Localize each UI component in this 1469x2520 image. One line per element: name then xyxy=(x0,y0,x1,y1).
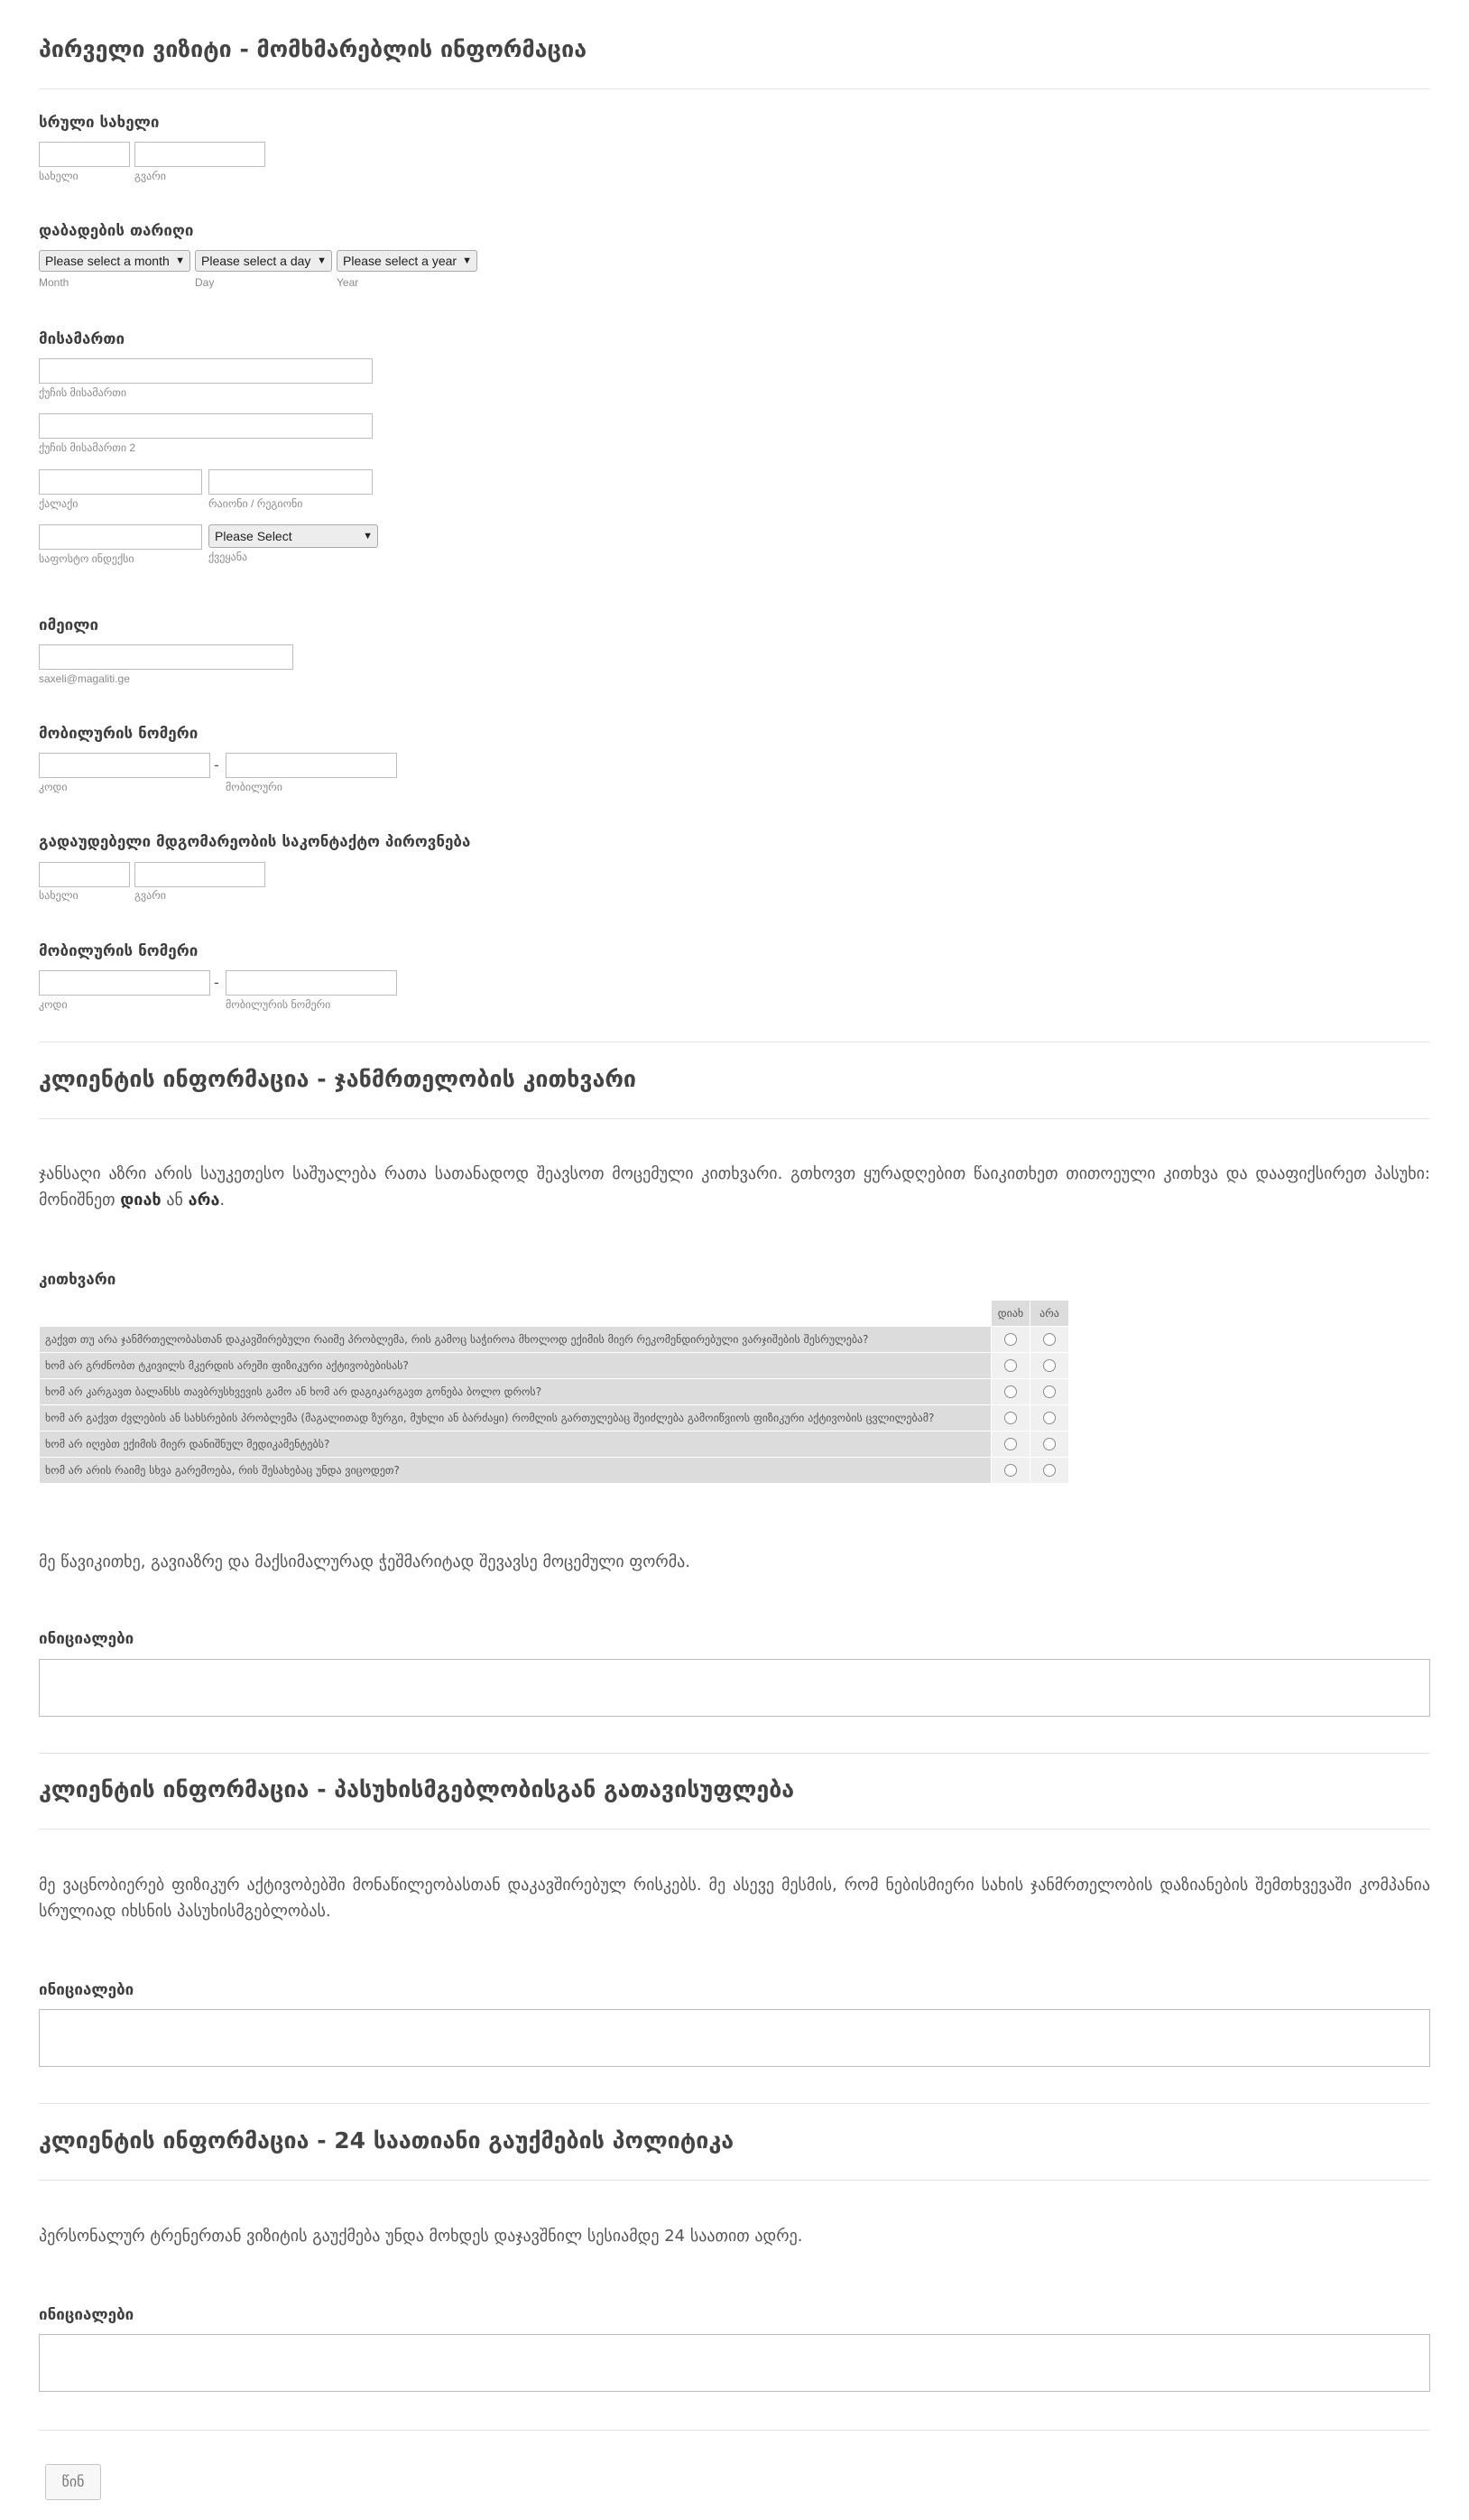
matrix-row xyxy=(40,1458,1069,1484)
matrix-col-yes: დიახ xyxy=(992,1301,1030,1327)
email-label: იმეილი xyxy=(39,616,99,635)
city-sublabel: ქალაქი xyxy=(39,497,79,510)
divider xyxy=(39,1829,1430,1830)
initials-input-cancellation[interactable] xyxy=(39,2334,1430,2392)
emergency-phone-number-input[interactable] xyxy=(226,970,397,996)
matrix-radio-yes[interactable] xyxy=(992,1431,1030,1458)
region-sublabel: რაიონი / რეგიონი xyxy=(208,497,303,510)
city-input[interactable] xyxy=(39,469,202,495)
radio-button[interactable] xyxy=(1043,1333,1056,1346)
last-name-input[interactable] xyxy=(134,142,265,167)
birth-day-sublabel: Day xyxy=(195,276,215,289)
matrix-row xyxy=(40,1405,1069,1431)
matrix-col-no: არა xyxy=(1030,1301,1069,1327)
matrix-row xyxy=(40,1327,1069,1353)
section-title-liability-waiver: კლიენტის ინფორმაცია - პასუხისმგებლობისგან გათავისუფლება xyxy=(39,1776,795,1802)
matrix-radio-no[interactable] xyxy=(1030,1431,1069,1458)
intro-text-part: ან xyxy=(161,1191,189,1209)
radio-button[interactable] xyxy=(1004,1438,1017,1450)
emergency-last-name-input[interactable] xyxy=(134,862,265,887)
divider xyxy=(39,88,1430,89)
radio-button[interactable] xyxy=(1043,1464,1056,1477)
emergency-phone-code-input[interactable] xyxy=(39,970,210,996)
initials-label: ინიციალები xyxy=(39,1630,134,1648)
matrix-radio-yes[interactable] xyxy=(992,1379,1030,1405)
street-address-sublabel: ქუჩის მისამართი xyxy=(39,386,127,399)
intro-no-bold: არა xyxy=(188,1191,220,1209)
intro-text-part: ჯანსაღი აზრი არის საუკეთესო საშუალება რათა სათანადოდ შეავსოთ მოცემული კითხვარი. გთხოვთ ყურადღებით წაიკითხეთ თითოეული კითხვა და დააფიქსირეთ პასუხი: მონიშნეთ xyxy=(39,1164,1430,1209)
radio-button[interactable] xyxy=(1043,1359,1056,1372)
divider xyxy=(39,2103,1430,2104)
full-name-label: სრული სახელი xyxy=(39,114,160,132)
matrix-radio-yes[interactable] xyxy=(992,1405,1030,1431)
phone-code-input[interactable] xyxy=(39,753,210,778)
country-value: Please Select xyxy=(215,529,292,543)
first-name-input[interactable] xyxy=(39,142,130,167)
liability-waiver-text: მე ვაცნობიერებ ფიზიკურ აქტივობებში მონაწილეობასთან დაკავშირებულ რისკებს. მე ასევე მესმის, რომ ნებისმიერი სახის ჯანმრთელობის დაზიანების შემთხვევაში კომპანია სრულიად იხსნის პასუხისმგებლობას. xyxy=(39,1876,1430,1921)
matrix-radio-no[interactable] xyxy=(1030,1405,1069,1431)
matrix-radio-yes[interactable] xyxy=(992,1327,1030,1353)
confirmation-text: მე წავიკითხე, გავიაზრე და მაქსიმალურად ჭეშმარიტად შევავსე მოცემული ფორმა. xyxy=(39,1552,691,1571)
last-name-sublabel: გვარი xyxy=(134,170,166,182)
birth-month-value: Please select a month xyxy=(45,254,170,268)
matrix-radio-yes[interactable] xyxy=(992,1353,1030,1379)
matrix-radio-yes[interactable] xyxy=(992,1458,1030,1484)
radio-button[interactable] xyxy=(1043,1412,1056,1424)
radio-button[interactable] xyxy=(1004,1385,1017,1398)
phone-label: მობილურის ნომერი xyxy=(39,725,199,743)
divider xyxy=(39,1753,1430,1754)
intro-yes-bold: დიახ xyxy=(120,1191,162,1209)
matrix-radio-no[interactable] xyxy=(1030,1379,1069,1405)
region-input[interactable] xyxy=(208,469,373,495)
radio-button[interactable] xyxy=(1043,1385,1056,1398)
radio-button[interactable] xyxy=(1004,1333,1017,1346)
matrix-row xyxy=(40,1379,1069,1405)
radio-button[interactable] xyxy=(1043,1438,1056,1450)
birth-month-select[interactable] xyxy=(39,250,190,272)
initials-input-waiver[interactable] xyxy=(39,2009,1430,2067)
address-label: მისამართი xyxy=(39,330,125,348)
health-intro-text xyxy=(39,1161,1430,1213)
street-address2-input[interactable] xyxy=(39,413,373,439)
divider xyxy=(39,2430,1430,2431)
emergency-last-name-sublabel: გვარი xyxy=(134,889,166,902)
initials-label: ინიციალები xyxy=(39,1981,134,1999)
emergency-phone-code-sublabel: კოდი xyxy=(39,998,68,1011)
postal-code-sublabel: საფოსტო ინდექსი xyxy=(39,552,134,565)
phone-dash: - xyxy=(214,756,219,774)
emergency-first-name-input[interactable] xyxy=(39,862,130,887)
birth-year-select[interactable] xyxy=(337,250,477,272)
chevron-down-icon: ▼ xyxy=(175,255,185,266)
initials-label: ინიციალები xyxy=(39,2306,134,2324)
matrix-corner xyxy=(40,1301,992,1327)
birth-day-value: Please select a day xyxy=(201,254,311,268)
email-input[interactable] xyxy=(39,644,293,670)
birth-year-sublabel: Year xyxy=(337,276,359,289)
birth-day-select[interactable] xyxy=(195,250,332,272)
matrix-question: ხომ არ იღებთ ექიმის მიერ დანიშნულ მედიკამენტებს? xyxy=(40,1431,992,1458)
matrix-question: ხომ არ კარგავთ ბალანსს თავბრუსხვევის გამო ან ხომ არ დაგიკარგავთ გონება ბოლო დროს? xyxy=(40,1379,992,1405)
next-button[interactable]: წინ xyxy=(45,2464,101,2500)
chevron-down-icon: ▼ xyxy=(317,255,327,266)
matrix-question: გაქვთ თუ არა ჯანმრთელობასთან დაკავშირებული რაიმე პრობლემა, რის გამოც საჭიროა მხოლოდ ექიმის მიერ რეკომენდირებული ვარჯიშების შესრულება? xyxy=(40,1327,992,1353)
phone-number-sublabel: მობილური xyxy=(226,781,282,793)
initials-input-health[interactable] xyxy=(39,1659,1430,1717)
matrix-radio-no[interactable] xyxy=(1030,1458,1069,1484)
birth-year-value: Please select a year xyxy=(343,254,457,268)
country-sublabel: ქვეყანა xyxy=(208,551,248,563)
email-sublabel: saxeli@magaliti.ge xyxy=(39,672,130,685)
radio-button[interactable] xyxy=(1004,1412,1017,1424)
radio-button[interactable] xyxy=(1004,1359,1017,1372)
chevron-down-icon: ▼ xyxy=(462,255,472,266)
section-title-first-visit: პირველი ვიზიტი - მომხმარებლის ინფორმაცია xyxy=(39,36,587,62)
birth-month-sublabel: Month xyxy=(39,276,69,289)
divider xyxy=(39,1118,1430,1119)
divider xyxy=(39,2180,1430,2181)
street-address2-sublabel: ქუჩის მისამართი 2 xyxy=(39,441,136,454)
country-select[interactable] xyxy=(208,524,378,548)
section-title-health-questionnaire: კლიენტის ინფორმაცია - ჯანმრთელობის კითხვარი xyxy=(39,1066,636,1092)
cancellation-policy-text: პერსონალურ ტრენერთან ვიზიტის გაუქმება უნდა მოხდეს დაჯავშნილ სესიამდე 24 საათით ადრე. xyxy=(39,2227,803,2246)
matrix-row xyxy=(40,1353,1069,1379)
emergency-first-name-sublabel: სახელი xyxy=(39,889,79,902)
street-address-input[interactable] xyxy=(39,358,373,384)
matrix-question: ხომ არ გრძნობთ ტკივილს მკერდის არეში ფიზიკური აქტივობებისას? xyxy=(40,1353,992,1379)
matrix-question: ხომ არ არის რაიმე სხვა გარემოება, რის შესახებაც უნდა ვიცოდეთ? xyxy=(40,1458,992,1484)
emergency-phone-label: მობილურის ნომერი xyxy=(39,942,199,960)
phone-number-input[interactable] xyxy=(226,753,397,778)
emergency-phone-dash: - xyxy=(214,974,219,991)
matrix-question: ხომ არ გაქვთ ძვლების ან სახსრების პრობლემა (მაგალითად ზურგი, მუხლი ან ბარძაყი) რომლის გართულებაც შეიძლება გამოიწვიოს ფიზიკური აქტივობის ცვლილებამ? xyxy=(40,1405,992,1431)
matrix-row xyxy=(40,1431,1069,1458)
health-questionnaire-matrix xyxy=(39,1300,1069,1484)
radio-button[interactable] xyxy=(1004,1464,1017,1477)
first-name-sublabel: სახელი xyxy=(39,170,79,182)
section-title-cancellation-policy: კლიენტის ინფორმაცია - 24 საათიანი გაუქმების პოლიტიკა xyxy=(39,2127,734,2154)
matrix-radio-no[interactable] xyxy=(1030,1327,1069,1353)
intro-text-part: . xyxy=(219,1191,226,1209)
emergency-phone-number-sublabel: მობილურის ნომერი xyxy=(226,998,331,1011)
chevron-down-icon: ▼ xyxy=(363,531,373,542)
postal-code-input[interactable] xyxy=(39,524,202,550)
phone-code-sublabel: კოდი xyxy=(39,781,68,793)
questionnaire-label: კითხვარი xyxy=(39,1271,116,1289)
emergency-contact-label: გადაუდებელი მდგომარეობის საკონტაქტო პიროვნება xyxy=(39,833,471,851)
matrix-radio-no[interactable] xyxy=(1030,1353,1069,1379)
birth-date-label: დაბადების თარიღი xyxy=(39,222,194,240)
